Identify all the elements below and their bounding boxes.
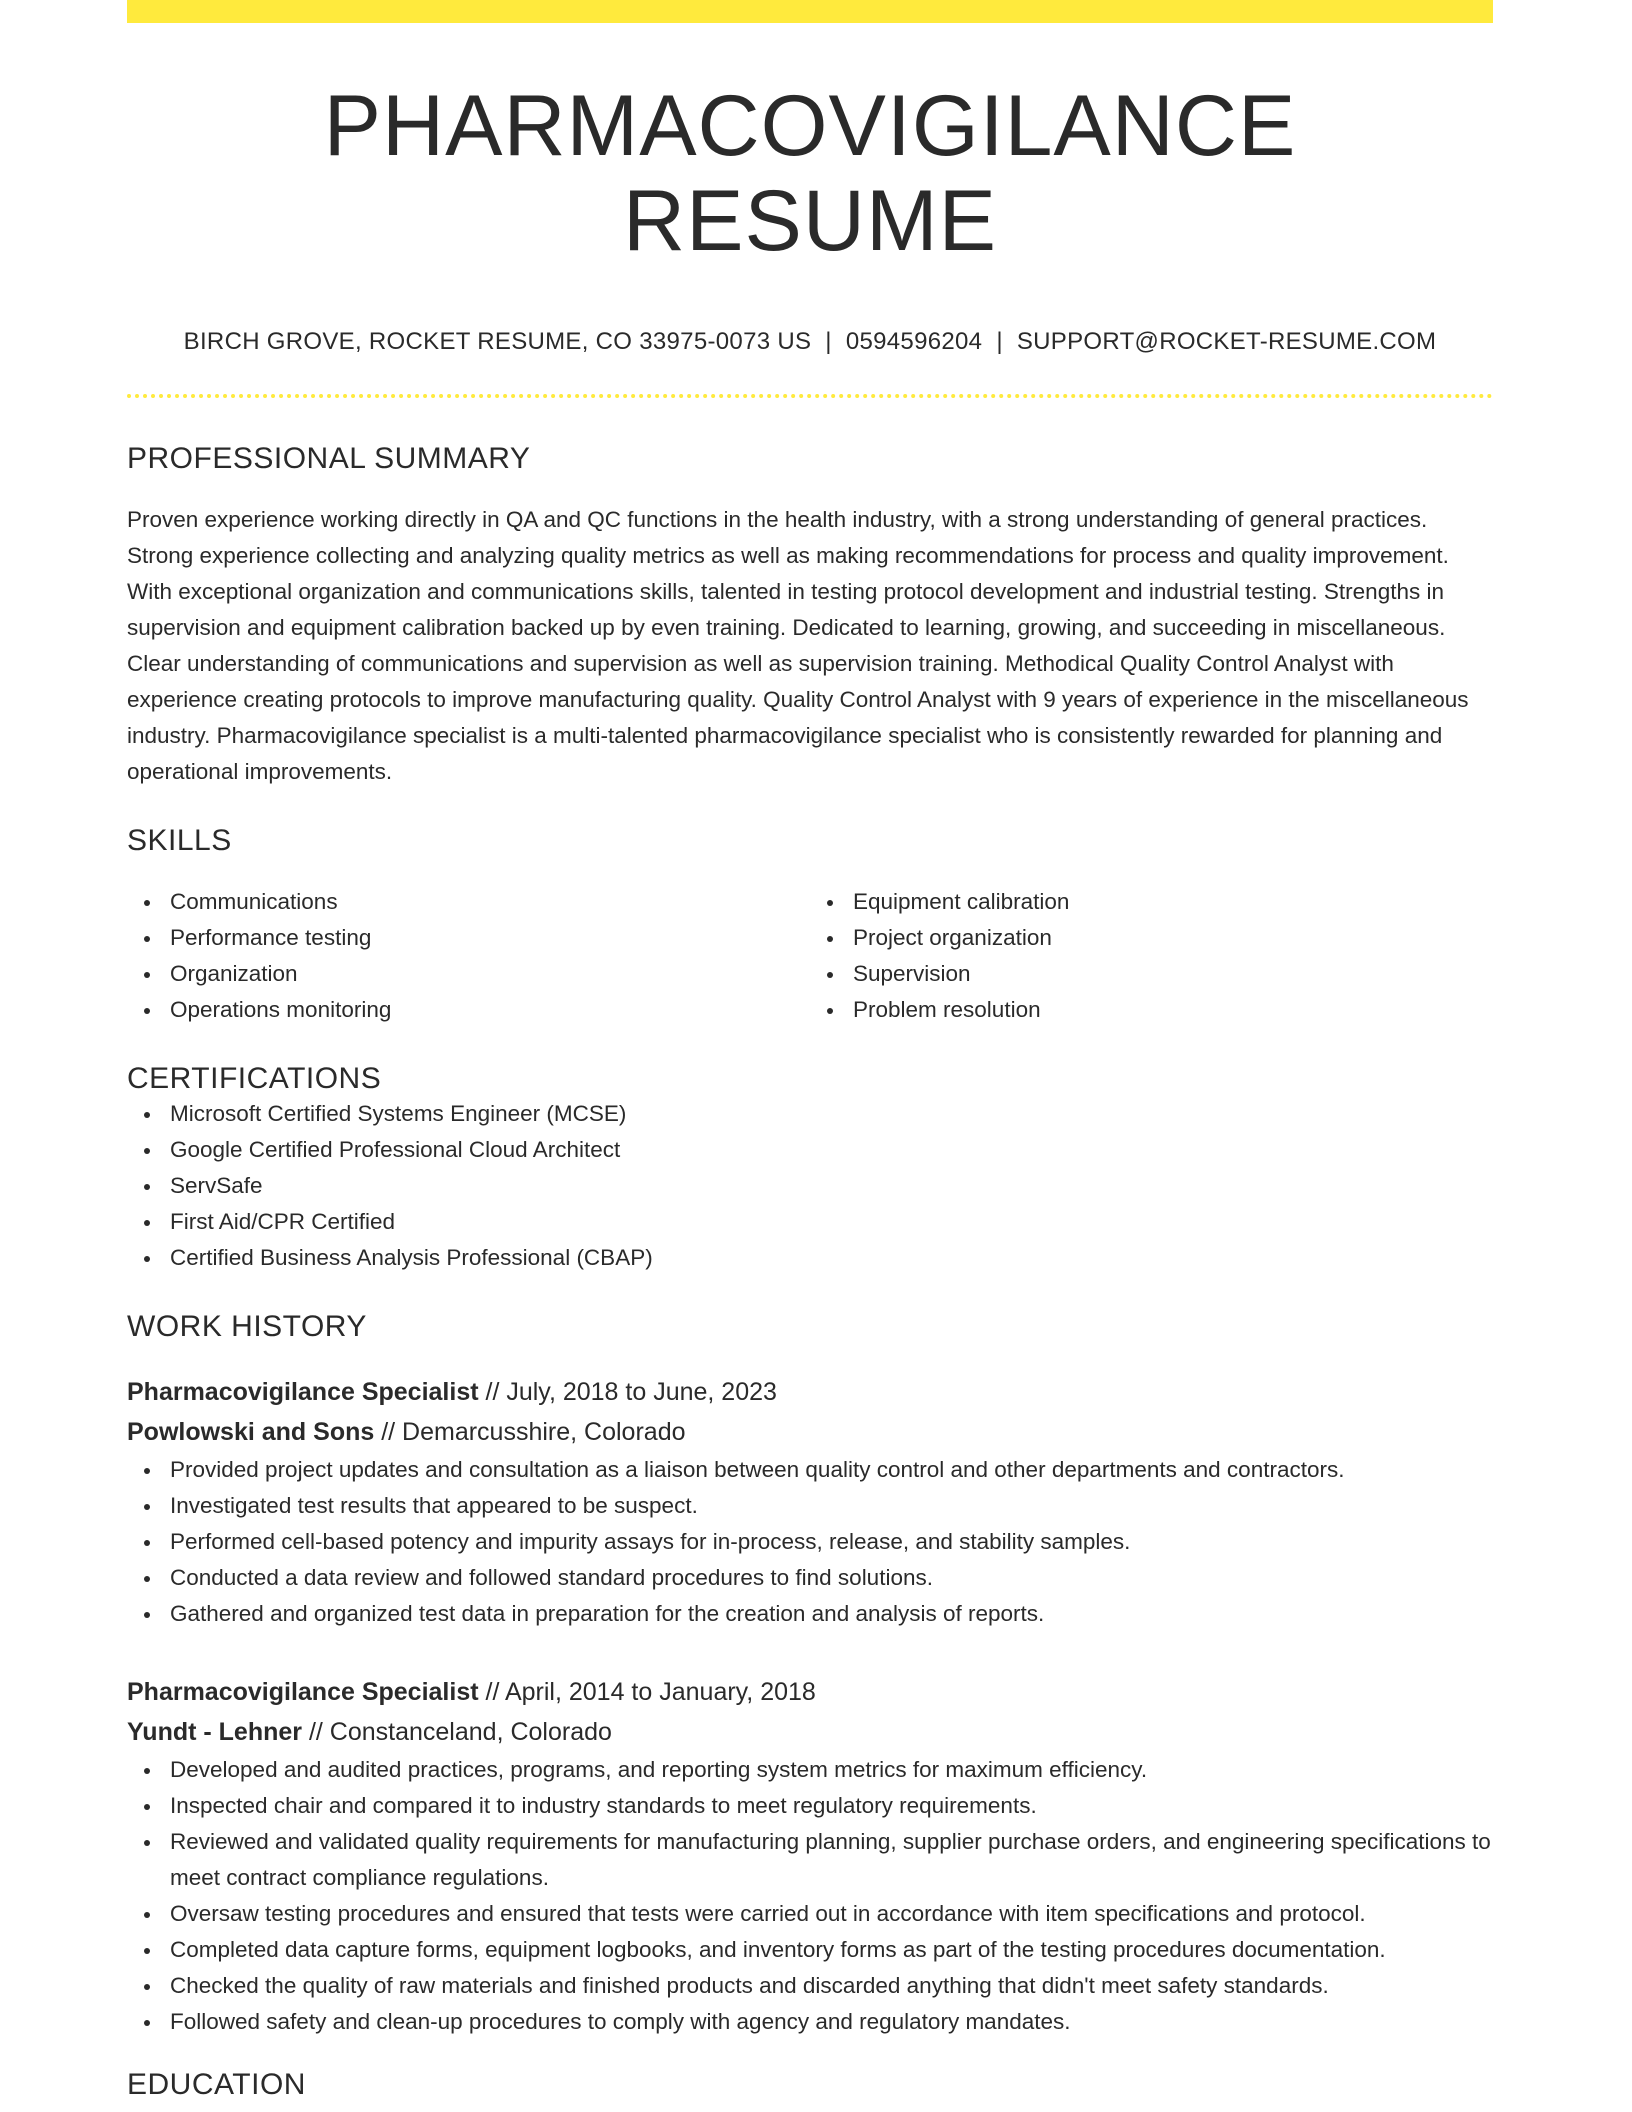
job-role: Pharmacovigilance Specialist [127, 1678, 479, 1707]
contact-separator: | [825, 328, 832, 356]
skill-item: Communications [127, 884, 810, 920]
job-bullet: Reviewed and validated quality requirements for manufacturing planning, supplier purchase orders, and engineering specifications to meet contract compliance regulations. [127, 1824, 1493, 1896]
job-bullet: Gathered and organized test data in preparation for the creation and analysis of reports. [127, 1596, 1493, 1632]
skills-list-right [810, 884, 1493, 1028]
skill-item: Project organization [810, 920, 1493, 956]
summary-heading: PROFESSIONAL SUMMARY [127, 442, 531, 476]
skill-item: Equipment calibration [810, 884, 1493, 920]
job-bullet: Developed and audited practices, programs, and reporting system metrics for maximum efficiency. [127, 1752, 1493, 1788]
skills-heading: SKILLS [127, 824, 232, 858]
skill-item: Organization [127, 956, 810, 992]
job-dates: // April, 2014 to January, 2018 [478, 1678, 816, 1707]
skill-item: Supervision [810, 956, 1493, 992]
job-company: Powlowski and Sons [127, 1418, 375, 1447]
job-bullet: Investigated test results that appeared to be suspect. [127, 1488, 1493, 1524]
top-accent-bar [127, 0, 1493, 23]
job-dates: // July, 2018 to June, 2023 [478, 1378, 777, 1407]
job-company-line [127, 1412, 1493, 1452]
job-bullet: Conducted a data review and followed standard procedures to find solutions. [127, 1560, 1493, 1596]
resume-page [127, 0, 1493, 2102]
job-role-line [127, 1672, 1493, 1712]
job-location: // Demarcusshire, Colorado [374, 1418, 686, 1447]
job-entry [127, 1372, 1493, 1632]
skill-item: Operations monitoring [127, 992, 810, 1028]
contact-email: SUPPORT@ROCKET-RESUME.COM [1016, 328, 1437, 356]
job-role: Pharmacovigilance Specialist [127, 1378, 479, 1407]
job-bullet: Inspected chair and compared it to industry standards to meet regulatory requirements. [127, 1788, 1493, 1824]
job-bullets [127, 1752, 1493, 2040]
contact-line [127, 328, 1493, 356]
certifications-heading: CERTIFICATIONS [127, 1062, 382, 1096]
contact-address: BIRCH GROVE, ROCKET RESUME, CO 33975-0073 US [183, 328, 812, 356]
job-bullet: Checked the quality of raw materials and finished products and discarded anything that didn't meet safety standards. [127, 1968, 1493, 2004]
job-entry [127, 1672, 1493, 2040]
job-bullet: Oversaw testing procedures and ensured that tests were carried out in accordance with item specifications and protocol. [127, 1896, 1493, 1932]
skills-grid [127, 884, 1493, 1028]
certification-item: Google Certified Professional Cloud Architect [127, 1132, 1493, 1168]
work-history-heading: WORK HISTORY [127, 1310, 367, 1344]
job-bullet: Completed data capture forms, equipment logbooks, and inventory forms as part of the testing procedures documentation. [127, 1932, 1493, 1968]
skill-item: Problem resolution [810, 992, 1493, 1028]
contact-separator: | [996, 328, 1003, 356]
job-company: Yundt - Lehner [127, 1718, 302, 1747]
contact-phone: 0594596204 [845, 328, 983, 356]
certifications-list [127, 1096, 1493, 1276]
job-role-line [127, 1372, 1493, 1412]
certification-item: Certified Business Analysis Professional (CBAP) [127, 1240, 1493, 1276]
job-location: // Constanceland, Colorado [302, 1718, 612, 1747]
job-bullet: Provided project updates and consultation as a liaison between quality control and other departments and contractors. [127, 1452, 1493, 1488]
certification-item: First Aid/CPR Certified [127, 1204, 1493, 1240]
summary-text: Proven experience working directly in QA and QC functions in the health industry, with a strong understanding of general practices. Strong experience collecting and analyzing quality metrics as well as making recommendations for process and quality improvement. With exceptional organization and communications skills, talented in testing protocol development and industrial testing. Strengths in supervision and equipment calibration backed up by even training. Dedicated to learning, growing, and succeeding in miscellaneous. Clear understanding of communications and supervision as well as supervision training. Methodical Quality Control Analyst with experience creating protocols to improve manufacturing quality. Quality Control Analyst with 9 years of experience in the miscellaneous industry. Pharmacovigilance specialist is a multi-talented pharmacovigilance specialist who is consistently rewarded for planning and operational improvements. [127, 507, 1469, 785]
job-company-line [127, 1712, 1493, 1752]
job-bullet: Performed cell-based potency and impurity assays for in-process, release, and stability samples. [127, 1524, 1493, 1560]
dotted-divider [127, 394, 1493, 398]
skills-list-left [127, 884, 810, 1028]
resume-title: PHARMACOVIGILANCE RESUME [323, 78, 1297, 269]
certification-item: Microsoft Certified Systems Engineer (MCSE) [127, 1096, 1493, 1132]
job-bullets [127, 1452, 1493, 1632]
job-bullet: Followed safety and clean-up procedures to comply with agency and regulatory mandates. [127, 2004, 1493, 2040]
education-heading: EDUCATION [127, 2068, 306, 2102]
certification-item: ServSafe [127, 1168, 1493, 1204]
skill-item: Performance testing [127, 920, 810, 956]
